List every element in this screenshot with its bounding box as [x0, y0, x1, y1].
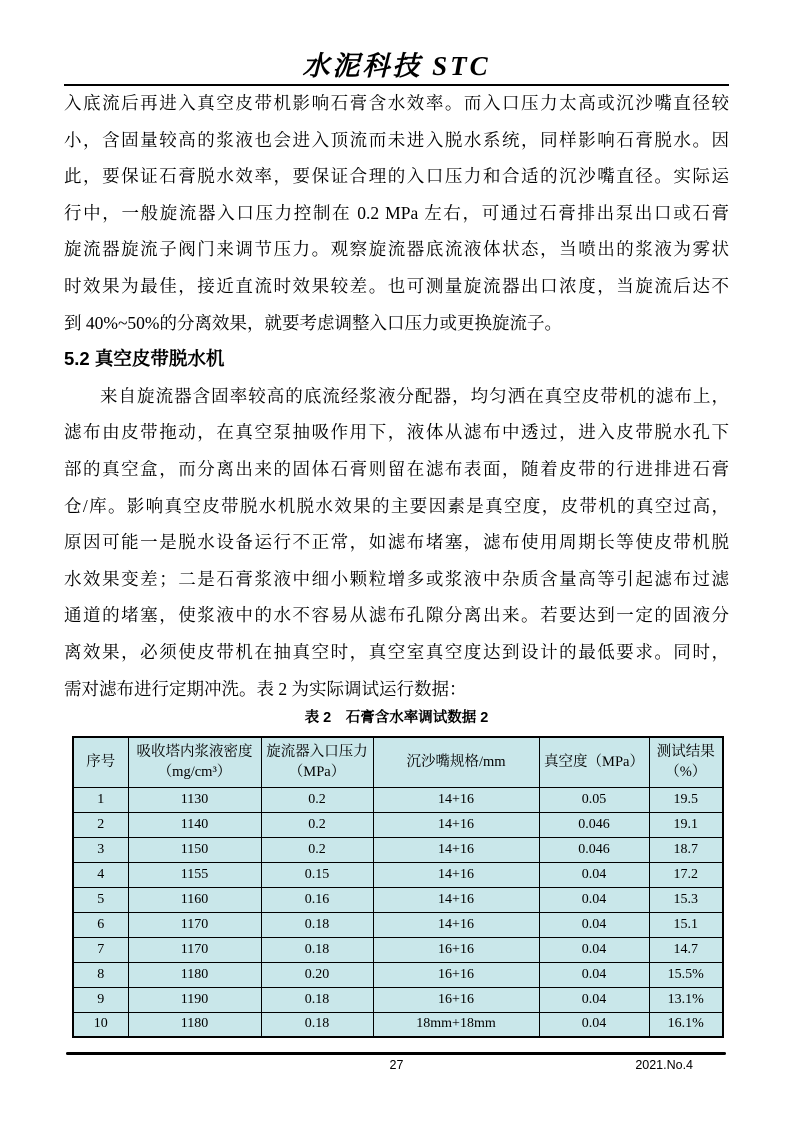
table-cell: 14+16 [373, 837, 539, 862]
table-cell: 1130 [128, 787, 261, 812]
table-cell: 0.20 [261, 962, 373, 987]
table-cell: 6 [73, 912, 128, 937]
table-cell: 0.18 [261, 912, 373, 937]
footer-rule [66, 1052, 726, 1055]
table-row [73, 812, 723, 837]
table-cell: 0.18 [261, 987, 373, 1012]
table-cell: 0.05 [539, 787, 649, 812]
body-line: 需对滤布进行定期冲洗。表 2 为实际调试运行数据： [64, 678, 467, 699]
table-cell: 0.15 [261, 862, 373, 887]
table-cell: 0.04 [539, 987, 649, 1012]
table-header-cell: 吸收塔内浆液密度 （mg/cm³） [128, 737, 261, 787]
table-cell: 0.2 [261, 812, 373, 837]
table-cell: 0.04 [539, 937, 649, 962]
body-line: 通道的堵塞，使浆液中的水不容易从滤布孔隙分离出来。若要达到一定的固液分 [64, 605, 729, 626]
table-cell: 15.5% [649, 962, 723, 987]
table-cell: 1150 [128, 837, 261, 862]
table-cell: 14+16 [373, 912, 539, 937]
table-cell: 9 [73, 987, 128, 1012]
table-cell: 1160 [128, 887, 261, 912]
table-row [73, 1012, 723, 1037]
table-cell: 0.2 [261, 837, 373, 862]
table-cell: 1180 [128, 962, 261, 987]
table-header-cell: 真空度（MPa） [539, 737, 649, 787]
table-row [73, 937, 723, 962]
body-line: 时效果为最佳，接近直流时效果较差。也可测量旋流器出口浓度，当旋流后达不 [64, 275, 729, 296]
table-cell: 5 [73, 887, 128, 912]
table-cell: 1155 [128, 862, 261, 887]
body-line: 行中，一般旋流器入口压力控制在 0.2 MPa 左右，可通过石膏排出泵出口或石膏 [64, 202, 729, 223]
table-cell: 16+16 [373, 962, 539, 987]
table-cell: 14.7 [649, 937, 723, 962]
body-line: 入底流后再进入真空皮带机影响石膏含水效率。而入口压力太高或沉沙嘴直径较 [64, 93, 729, 113]
table-cell: 1170 [128, 912, 261, 937]
table-cell: 4 [73, 862, 128, 887]
table-cell: 15.1 [649, 912, 723, 937]
table-cell: 8 [73, 962, 128, 987]
body-line: 部的真空盒，而分离出来的固体石膏则留在滤布表面，随着皮带的行进排进石膏 [64, 458, 729, 479]
table-row [73, 837, 723, 862]
issue-label: 2021.No.4 [635, 1058, 693, 1072]
body-line: 仓/库。影响真空皮带脱水机脱水效果的主要因素是真空度，皮带机的真空过高， [64, 495, 729, 516]
table-cell: 0.046 [539, 812, 649, 837]
table-cell: 0.046 [539, 837, 649, 862]
table-cell: 0.18 [261, 1012, 373, 1037]
data-table [72, 736, 724, 1038]
table-header-cell: 测试结果 （%） [649, 737, 723, 787]
table-cell: 1 [73, 787, 128, 812]
table-cell: 0.2 [261, 787, 373, 812]
table-cell: 1190 [128, 987, 261, 1012]
table-cell: 0.04 [539, 1012, 649, 1037]
body-line: 来自旋流器含固率较高的底流经浆液分配器，均匀洒在真空皮带机的滤布上， [100, 385, 729, 406]
body-line: 原因可能一是脱水设备运行不正常，如滤布堵塞，滤布使用周期长等使皮带机脱 [64, 532, 729, 553]
table-cell: 14+16 [373, 862, 539, 887]
table-cell: 1180 [128, 1012, 261, 1037]
table-row [73, 862, 723, 887]
body-line: 离效果，必须使皮带机在抽真空时，真空室真空度达到设计的最低要求。同时， [64, 641, 729, 662]
masthead-title: 水泥科技 STC [302, 51, 491, 81]
table-header-row [73, 737, 723, 787]
table-cell: 18.7 [649, 837, 723, 862]
table-cell: 14+16 [373, 887, 539, 912]
table-header-cell: 序号 [73, 737, 128, 787]
table-cell: 0.04 [539, 912, 649, 937]
table-row [73, 962, 723, 987]
table-cell: 0.16 [261, 887, 373, 912]
table-cell: 15.3 [649, 887, 723, 912]
table-cell: 7 [73, 937, 128, 962]
table-cell: 17.2 [649, 862, 723, 887]
table-cell: 19.1 [649, 812, 723, 837]
table-cell: 10 [73, 1012, 128, 1037]
body-line: 滤布由皮带拖动，在真空泵抽吸作用下，液体从滤布中透过，进入皮带脱水孔下 [64, 422, 729, 443]
body-line: 到 40%~50%的分离效果，就要考虑调整入口压力或更换旋流子。 [64, 312, 562, 333]
table-cell: 0.04 [539, 887, 649, 912]
table-header-cell: 旋流器入口压力 （MPa） [261, 737, 373, 787]
table-row [73, 912, 723, 937]
table-cell: 16+16 [373, 937, 539, 962]
table-cell: 14+16 [373, 787, 539, 812]
table-cell: 0.04 [539, 862, 649, 887]
table-cell: 2 [73, 812, 128, 837]
page-number: 27 [389, 1058, 404, 1072]
table-cell: 13.1% [649, 987, 723, 1012]
table-cell: 0.04 [539, 962, 649, 987]
table-cell: 14+16 [373, 812, 539, 837]
table-cell: 16+16 [373, 987, 539, 1012]
section-heading: 5.2 真空皮带脱水机 [64, 348, 225, 370]
table-cell: 1170 [128, 937, 261, 962]
table-row [73, 887, 723, 912]
table-cell: 18mm+18mm [373, 1012, 539, 1037]
table-caption: 表 2 石膏含水率调试数据 2 [304, 710, 489, 726]
table-header-cell: 沉沙嘴规格/mm [373, 737, 539, 787]
body-line: 旋流器旋流子阀门来调节压力。观察旋流器底流液体状态，当喷出的浆液为雾状 [64, 239, 729, 260]
table-cell: 0.18 [261, 937, 373, 962]
table-cell: 3 [73, 837, 128, 862]
body-line: 此，要保证石膏脱水效率，要保证合理的入口压力和合适的沉沙嘴直径。实际运 [64, 166, 729, 187]
body-text [64, 85, 729, 707]
table-row [73, 987, 723, 1012]
table-cell: 19.5 [649, 787, 723, 812]
table-row [73, 787, 723, 812]
body-line: 水效果变差；二是石膏浆液中细小颗粒增多或浆液中杂质含量高等引起滤布过滤 [64, 568, 729, 589]
table-cell: 16.1% [649, 1012, 723, 1037]
table-cell: 1140 [128, 812, 261, 837]
body-line: 小，含固量较高的浆液也会进入顶流而未进入脱水系统，同样影响石膏脱水。因 [64, 129, 729, 150]
